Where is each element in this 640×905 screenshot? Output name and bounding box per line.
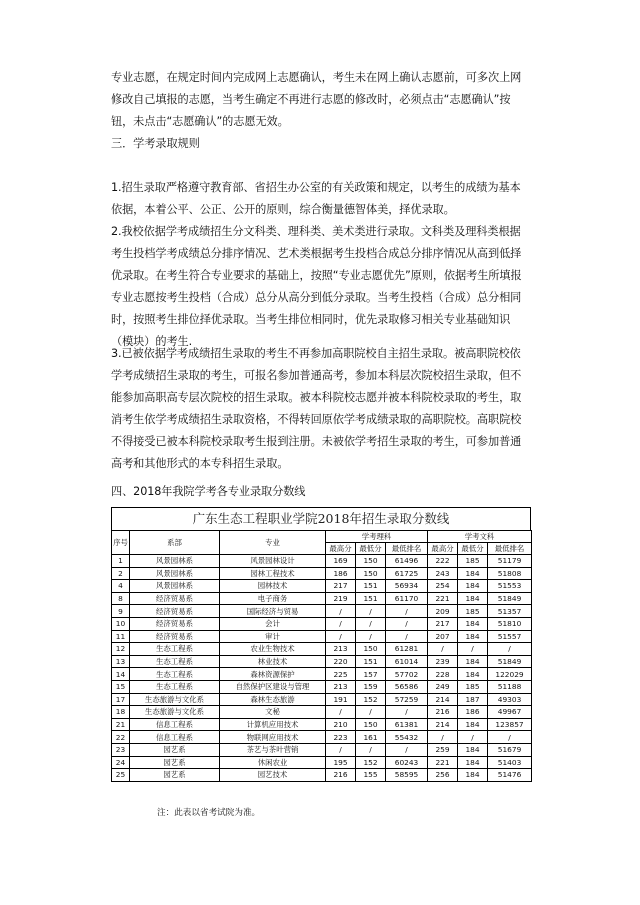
- cell-arts-min: 185: [458, 680, 488, 693]
- cell-arts-min: 186: [458, 706, 488, 719]
- cell-major: 园艺技术: [220, 769, 326, 782]
- cell-science-rank: /: [386, 605, 428, 618]
- cell-science-rank: 57259: [386, 693, 428, 706]
- cell-arts-rank: 51476: [488, 769, 532, 782]
- cell-dept: 风景园林系: [130, 567, 220, 580]
- cell-no: 21: [112, 718, 130, 731]
- cell-major: 园林工程技术: [220, 567, 326, 580]
- cell-dept: 生态工程系: [130, 643, 220, 656]
- cell-science-max: /: [326, 605, 356, 618]
- cell-science-min: 151: [356, 580, 386, 593]
- cell-arts-min: 184: [458, 567, 488, 580]
- cell-no: 8: [112, 592, 130, 605]
- table-row: [112, 630, 532, 643]
- paragraph-volunteer-confirm: 专业志愿，在规定时间内完成网上志愿确认，考生未在网上确认志愿前，可多次上网修改自己填报的志愿，当考生确定不再进行志愿的修改时，必须点击“志愿确认”按钮，未点击“志愿确认”的志愿无效。: [111, 71, 522, 128]
- cell-science-max: 210: [326, 718, 356, 731]
- cell-science-max: 220: [326, 655, 356, 668]
- cell-science-rank: 61381: [386, 718, 428, 731]
- cell-science-rank: /: [386, 617, 428, 630]
- cell-arts-rank: /: [488, 643, 532, 656]
- cell-science-min: 150: [356, 718, 386, 731]
- cell-dept: 生态工程系: [130, 668, 220, 681]
- cell-science-max: 219: [326, 592, 356, 605]
- cell-arts-rank: 123857: [488, 718, 532, 731]
- cell-no: 22: [112, 731, 130, 744]
- header-arts-min: 最低分: [458, 543, 488, 555]
- cell-science-min: /: [356, 706, 386, 719]
- table-row: [112, 617, 532, 630]
- table-row: [112, 655, 532, 668]
- header-no: 序号: [112, 531, 130, 555]
- cell-arts-rank: 49303: [488, 693, 532, 706]
- table-row: [112, 731, 532, 744]
- cell-arts-max: 254: [428, 580, 458, 593]
- cell-arts-rank: /: [488, 731, 532, 744]
- table-row: [112, 693, 532, 706]
- table-title: 广东生态工程职业学院2018年招生录取分数线: [111, 507, 531, 530]
- cell-major: 文秘: [220, 706, 326, 719]
- cell-arts-min: 184: [458, 718, 488, 731]
- cell-arts-max: 259: [428, 743, 458, 756]
- table-row: [112, 718, 532, 731]
- cell-major: 物联网应用技术: [220, 731, 326, 744]
- cell-science-min: 152: [356, 756, 386, 769]
- cell-science-min: 161: [356, 731, 386, 744]
- cell-science-max: 223: [326, 731, 356, 744]
- header-dept: 系部: [130, 531, 220, 555]
- header-arts: 学考文科: [428, 531, 532, 543]
- cell-no: 2: [112, 567, 130, 580]
- score-table: [111, 530, 532, 782]
- cell-major: 审计: [220, 630, 326, 643]
- cell-science-max: 217: [326, 580, 356, 593]
- cell-no: 1: [112, 555, 130, 568]
- cell-dept: 园艺系: [130, 743, 220, 756]
- cell-dept: 园艺系: [130, 769, 220, 782]
- cell-science-rank: /: [386, 743, 428, 756]
- cell-dept: 风景园林系: [130, 555, 220, 568]
- cell-arts-min: /: [458, 731, 488, 744]
- cell-dept: 信息工程系: [130, 731, 220, 744]
- cell-no: 12: [112, 643, 130, 656]
- cell-arts-max: 217: [428, 617, 458, 630]
- cell-major: 林业技术: [220, 655, 326, 668]
- cell-science-rank: 55432: [386, 731, 428, 744]
- cell-no: 11: [112, 630, 130, 643]
- cell-science-min: 152: [356, 693, 386, 706]
- header-arts-max: 最高分: [428, 543, 458, 555]
- cell-arts-min: 184: [458, 617, 488, 630]
- cell-arts-max: /: [428, 643, 458, 656]
- cell-arts-max: /: [428, 731, 458, 744]
- header-science-max: 最高分: [326, 543, 356, 555]
- cell-major: 森林资源保护: [220, 668, 326, 681]
- table-row: [112, 769, 532, 782]
- cell-science-min: 150: [356, 567, 386, 580]
- cell-arts-min: 184: [458, 630, 488, 643]
- cell-science-max: 216: [326, 769, 356, 782]
- table-row: [112, 668, 532, 681]
- cell-dept: 生态工程系: [130, 655, 220, 668]
- table-row: [112, 643, 532, 656]
- cell-science-max: 213: [326, 643, 356, 656]
- cell-arts-max: 221: [428, 756, 458, 769]
- cell-no: 24: [112, 756, 130, 769]
- cell-no: 4: [112, 580, 130, 593]
- cell-science-min: /: [356, 630, 386, 643]
- cell-dept: 经济贸易系: [130, 605, 220, 618]
- cell-no: 14: [112, 668, 130, 681]
- table-row: [112, 555, 532, 568]
- section-heading-admission-rules: 三．学考录取规则: [111, 137, 200, 150]
- cell-arts-min: 184: [458, 756, 488, 769]
- cell-arts-max: 214: [428, 693, 458, 706]
- cell-arts-rank: 51179: [488, 555, 532, 568]
- cell-arts-rank: 122029: [488, 668, 532, 681]
- cell-arts-max: 239: [428, 655, 458, 668]
- cell-science-max: /: [326, 743, 356, 756]
- cell-arts-max: 222: [428, 555, 458, 568]
- cell-arts-rank: 51553: [488, 580, 532, 593]
- header-science-rank: 最低排名: [386, 543, 428, 555]
- cell-science-rank: /: [386, 630, 428, 643]
- cell-science-min: 151: [356, 655, 386, 668]
- cell-dept: 经济贸易系: [130, 630, 220, 643]
- cell-arts-rank: 51403: [488, 756, 532, 769]
- cell-major: 农业生物技术: [220, 643, 326, 656]
- cell-science-max: /: [326, 617, 356, 630]
- table-header-row-1: [112, 531, 532, 543]
- cell-arts-max: 243: [428, 567, 458, 580]
- cell-dept: 园艺系: [130, 756, 220, 769]
- cell-science-min: 150: [356, 643, 386, 656]
- cell-major: 森林生态旅游: [220, 693, 326, 706]
- cell-science-min: 155: [356, 769, 386, 782]
- cell-science-rank: 56934: [386, 580, 428, 593]
- table-row: [112, 680, 532, 693]
- cell-dept: 生态旅游与文化系: [130, 706, 220, 719]
- cell-major: 自然保护区建设与管理: [220, 680, 326, 693]
- cell-major: 国际经济与贸易: [220, 605, 326, 618]
- table-row: [112, 756, 532, 769]
- cell-arts-max: 216: [428, 706, 458, 719]
- cell-arts-rank: 51557: [488, 630, 532, 643]
- cell-arts-rank: 51679: [488, 743, 532, 756]
- cell-science-rank: 61281: [386, 643, 428, 656]
- cell-no: 23: [112, 743, 130, 756]
- table-row: [112, 567, 532, 580]
- cell-science-max: 213: [326, 680, 356, 693]
- header-science: 学考理科: [326, 531, 428, 543]
- cell-arts-rank: 49967: [488, 706, 532, 719]
- cell-arts-min: 185: [458, 555, 488, 568]
- cell-science-rank: 57702: [386, 668, 428, 681]
- cell-science-min: /: [356, 743, 386, 756]
- cell-arts-max: 228: [428, 668, 458, 681]
- cell-no: 13: [112, 655, 130, 668]
- cell-science-rank: 56586: [386, 680, 428, 693]
- cell-dept: 信息工程系: [130, 718, 220, 731]
- paragraph-rule-1: 1.招生录取严格遵守教育部、省招生办公室的有关政策和规定，以考生的成绩为基本依据，本着公平、公正、公开的原则，综合衡量德智体美，择优录取。: [111, 181, 521, 216]
- score-table-container: [111, 507, 531, 782]
- cell-dept: 经济贸易系: [130, 617, 220, 630]
- header-major: 专业: [220, 531, 326, 555]
- cell-arts-max: 221: [428, 592, 458, 605]
- cell-major: 会计: [220, 617, 326, 630]
- header-science-min: 最低分: [356, 543, 386, 555]
- cell-science-rank: 61496: [386, 555, 428, 568]
- table-row: [112, 743, 532, 756]
- section-heading-score-lines: 四、2018年我院学考各专业录取分数线: [111, 485, 306, 498]
- table-row: [112, 592, 532, 605]
- cell-science-min: /: [356, 617, 386, 630]
- table-row: [112, 706, 532, 719]
- cell-arts-max: 209: [428, 605, 458, 618]
- cell-science-min: 150: [356, 555, 386, 568]
- cell-no: 9: [112, 605, 130, 618]
- cell-arts-rank: 51357: [488, 605, 532, 618]
- cell-arts-rank: 51810: [488, 617, 532, 630]
- cell-no: 17: [112, 693, 130, 706]
- cell-no: 15: [112, 680, 130, 693]
- cell-science-rank: 60243: [386, 756, 428, 769]
- cell-arts-min: 185: [458, 605, 488, 618]
- cell-science-min: /: [356, 605, 386, 618]
- cell-arts-rank: 51849: [488, 592, 532, 605]
- cell-arts-max: 249: [428, 680, 458, 693]
- cell-arts-min: 184: [458, 592, 488, 605]
- cell-science-max: 169: [326, 555, 356, 568]
- cell-major: 园林技术: [220, 580, 326, 593]
- cell-science-min: 157: [356, 668, 386, 681]
- cell-major: 电子商务: [220, 592, 326, 605]
- cell-science-max: /: [326, 630, 356, 643]
- cell-science-max: 225: [326, 668, 356, 681]
- cell-science-min: 151: [356, 592, 386, 605]
- cell-arts-rank: 51188: [488, 680, 532, 693]
- cell-dept: 风景园林系: [130, 580, 220, 593]
- cell-science-rank: 61014: [386, 655, 428, 668]
- table-row: [112, 605, 532, 618]
- cell-no: 10: [112, 617, 130, 630]
- table-note: 注：此表以省考试院为准。: [157, 808, 261, 818]
- cell-dept: 经济贸易系: [130, 592, 220, 605]
- cell-science-rank: 58595: [386, 769, 428, 782]
- cell-science-rank: /: [386, 706, 428, 719]
- cell-arts-min: 184: [458, 769, 488, 782]
- cell-arts-min: 184: [458, 580, 488, 593]
- cell-major: 风景园林设计: [220, 555, 326, 568]
- cell-arts-max: 256: [428, 769, 458, 782]
- cell-arts-max: 214: [428, 718, 458, 731]
- cell-arts-max: 207: [428, 630, 458, 643]
- cell-dept: 生态旅游与文化系: [130, 693, 220, 706]
- header-arts-rank: 最低排名: [488, 543, 532, 555]
- cell-science-max: 186: [326, 567, 356, 580]
- cell-science-min: 159: [356, 680, 386, 693]
- cell-major: 休闲农业: [220, 756, 326, 769]
- table-body: [112, 555, 532, 782]
- cell-science-max: 191: [326, 693, 356, 706]
- cell-arts-min: /: [458, 643, 488, 656]
- cell-arts-min: 184: [458, 743, 488, 756]
- cell-arts-min: 184: [458, 655, 488, 668]
- paragraph-rule-2: 2.我校依据学考成绩招生分文科类、理科类、美术类进行录取。文科类及理科类根据考生投档学考成绩总分排序情况、艺术类根据考生投档合成总分排序情况从高到低择优录取。在考生符合专业要求的基础上，按照“专业志愿优先”原则，依据考生所填报专业志愿按考生投档（合成）总分从高分到低分录取。当考生投档（合成）总分相同时，按照考生排位择优录取。当考生排位相同时，优先录取修习相关专业基础知识（模块）的考生.: [111, 225, 522, 348]
- cell-science-max: 195: [326, 756, 356, 769]
- cell-arts-min: 187: [458, 693, 488, 706]
- cell-major: 茶艺与茶叶营销: [220, 743, 326, 756]
- cell-science-rank: 61725: [386, 567, 428, 580]
- cell-science-rank: 61170: [386, 592, 428, 605]
- cell-dept: 生态工程系: [130, 680, 220, 693]
- cell-arts-rank: 51849: [488, 655, 532, 668]
- cell-major: 计算机应用技术: [220, 718, 326, 731]
- cell-arts-min: 184: [458, 668, 488, 681]
- cell-no: 18: [112, 706, 130, 719]
- cell-science-max: /: [326, 706, 356, 719]
- cell-no: 25: [112, 769, 130, 782]
- table-row: [112, 580, 532, 593]
- cell-arts-rank: 51808: [488, 567, 532, 580]
- paragraph-rule-3: 3.已被依据学考成绩招生录取的考生不再参加高职院校自主招生录取。被高职院校依学考成绩招生录取的考生，可报名参加普通高考，参加本科层次院校招生录取，但不能参加高职高专层次院校的招生录取。被本科院校志愿并被本科院校录取的考生，取消考生依学考成绩招生录取资格，不得转回原依学考成绩录取的高职院校。高职院校不得接受已被本科院校录取考生报到注册。未被依学考招生录取的考生，可参加普通高考和其他形式的本专科招生录取。: [111, 347, 522, 470]
